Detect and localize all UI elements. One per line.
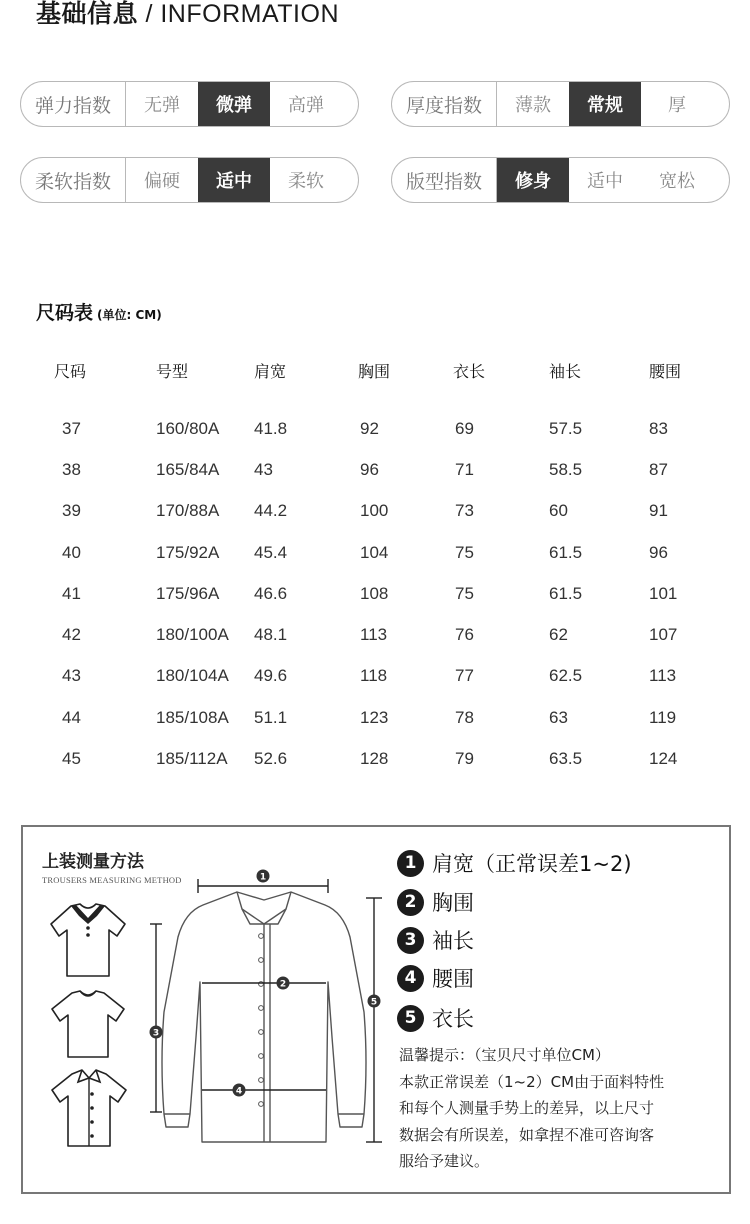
table-cell: 49.6 xyxy=(254,666,288,686)
index-label: 弹力指数 xyxy=(21,82,126,126)
measuring-title: 上装测量方法 xyxy=(42,852,144,872)
tip-line: 数据会有所误差，如拿捏不准可咨询客 xyxy=(399,1125,655,1144)
table-cell: 175/92A xyxy=(156,542,220,562)
index-option[interactable]: 柔软 xyxy=(288,171,324,192)
table-row xyxy=(36,697,729,738)
table-cell: 71 xyxy=(455,459,474,479)
tshirt-icon xyxy=(48,989,128,1061)
tips xyxy=(399,1042,699,1175)
table-cell: 113 xyxy=(649,666,677,686)
table-row xyxy=(36,532,729,573)
legend-length xyxy=(397,1003,474,1033)
table-cell: 48.1 xyxy=(254,625,288,645)
table-cell: 124 xyxy=(649,749,678,769)
table-cell: 119 xyxy=(649,707,677,727)
legend-shoulder xyxy=(397,848,632,878)
table-cell: 128 xyxy=(360,749,389,769)
table-cell: 96 xyxy=(360,459,379,479)
table-cell: 160/80A xyxy=(156,418,220,438)
table-cell: 170/88A xyxy=(156,501,220,521)
table-cell: 42 xyxy=(62,625,81,645)
index-option-selected[interactable]: 适中 xyxy=(198,158,270,202)
table-cell: 63.5 xyxy=(549,749,583,769)
table-cell: 185/112A xyxy=(156,749,228,769)
fit-index xyxy=(391,157,730,203)
table-cell: 175/96A xyxy=(156,583,220,603)
tip-line: 本款正常误差（1~2）CM由于面料特性 xyxy=(399,1072,665,1091)
marker-1-label: 1 xyxy=(259,872,267,883)
marker-3-label: 3 xyxy=(152,1028,160,1039)
table-cell: 104 xyxy=(360,542,389,562)
table-row xyxy=(36,449,729,490)
legend-number: 1 xyxy=(397,850,424,877)
legend-number: 4 xyxy=(397,965,424,992)
marker-4-label: 4 xyxy=(235,1086,243,1097)
tip-line: 和每个人测量手势上的差异，以上尺寸 xyxy=(399,1099,655,1117)
elasticity-index xyxy=(20,81,359,127)
table-cell: 180/100A xyxy=(156,625,229,645)
index-label: 柔软指数 xyxy=(21,158,126,202)
index-option[interactable]: 厚 xyxy=(668,95,686,116)
table-cell: 43 xyxy=(62,666,81,686)
column-header: 腰围 xyxy=(649,361,682,381)
table-cell: 58.5 xyxy=(549,459,583,479)
measuring-subtitle: TROUSERS MEASURING METHOD xyxy=(42,875,182,885)
legend-waist xyxy=(397,963,474,993)
tip-line: 温馨提示：（宝贝尺寸单位CM） xyxy=(399,1046,610,1064)
table-cell: 75 xyxy=(455,542,474,562)
table-cell: 83 xyxy=(649,418,668,438)
legend-text: 胸围 xyxy=(432,891,474,915)
marker-5-label: 5 xyxy=(370,997,378,1008)
index-label: 版型指数 xyxy=(392,158,497,202)
legend-chest xyxy=(397,887,474,917)
table-cell: 46.6 xyxy=(254,583,288,603)
table-cell: 45.4 xyxy=(254,542,288,562)
table-cell: 100 xyxy=(360,501,389,521)
table-cell: 39 xyxy=(62,501,81,521)
table-row xyxy=(36,738,729,779)
size-chart-title xyxy=(36,298,162,325)
table-cell: 96 xyxy=(649,542,668,562)
button-shirt-icon xyxy=(48,1068,130,1150)
page-title xyxy=(36,0,339,30)
table-cell: 113 xyxy=(360,625,388,645)
table-row xyxy=(36,491,729,532)
tip-line: 服给予建议。 xyxy=(399,1152,490,1170)
table-cell: 61.5 xyxy=(549,542,583,562)
title-en: INFORMATION xyxy=(160,0,339,28)
column-header: 尺码 xyxy=(54,361,87,381)
table-cell: 69 xyxy=(455,418,474,438)
table-row xyxy=(36,573,729,614)
table-cell: 62 xyxy=(549,625,568,645)
table-row xyxy=(36,656,729,697)
index-option[interactable]: 适中 xyxy=(587,171,623,192)
legend-text: 衣长 xyxy=(432,1007,474,1031)
title-cn: 基础信息 xyxy=(36,0,139,28)
table-cell: 73 xyxy=(455,501,474,521)
table-row xyxy=(36,614,729,655)
table-cell: 165/84A xyxy=(156,459,220,479)
table-cell: 78 xyxy=(455,707,474,727)
table-cell: 45 xyxy=(62,749,81,769)
index-option-selected[interactable]: 微弹 xyxy=(198,82,270,126)
size-chart-title-text: 尺码表 xyxy=(36,302,94,324)
legend-text: 袖长 xyxy=(432,929,474,953)
table-cell: 38 xyxy=(62,459,81,479)
table-cell: 108 xyxy=(360,583,389,603)
table-cell: 76 xyxy=(455,625,474,645)
table-cell: 44 xyxy=(62,707,81,727)
table-cell: 75 xyxy=(455,583,474,603)
index-label: 厚度指数 xyxy=(392,82,497,126)
legend-sleeve xyxy=(397,925,474,955)
table-cell: 63 xyxy=(549,707,568,727)
table-cell: 62.5 xyxy=(549,666,583,686)
legend-text: 肩宽（正常误差1~2) xyxy=(432,852,632,876)
table-cell: 180/104A xyxy=(156,666,229,686)
title-sep: / xyxy=(138,0,161,28)
column-header: 袖长 xyxy=(549,361,582,381)
table-cell: 79 xyxy=(455,749,474,769)
table-row xyxy=(36,408,729,449)
index-option[interactable]: 高弹 xyxy=(288,95,324,116)
table-cell: 91 xyxy=(649,501,668,521)
table-header-row xyxy=(36,350,729,390)
index-option-selected[interactable]: 常规 xyxy=(569,82,641,126)
table-cell: 185/108A xyxy=(156,707,229,727)
table-cell: 40 xyxy=(62,542,81,562)
table-cell: 92 xyxy=(360,418,379,438)
legend-text: 腰围 xyxy=(432,967,474,991)
table-cell: 60 xyxy=(549,501,568,521)
table-cell: 41.8 xyxy=(254,418,288,438)
legend-number: 3 xyxy=(397,927,424,954)
table-cell: 37 xyxy=(62,418,81,438)
size-chart-unit: (单位: CM) xyxy=(97,308,162,322)
table-cell: 44.2 xyxy=(254,501,288,521)
table-cell: 51.1 xyxy=(254,707,288,727)
column-header: 号型 xyxy=(156,361,189,381)
column-header: 衣长 xyxy=(453,361,486,381)
index-option[interactable]: 宽松 xyxy=(659,171,695,192)
index-option[interactable]: 无弹 xyxy=(144,95,180,116)
table-cell: 118 xyxy=(360,666,388,686)
column-header: 胸围 xyxy=(358,361,391,381)
table-cell: 61.5 xyxy=(549,583,583,603)
table-cell: 77 xyxy=(455,666,474,686)
polo-shirt-icon xyxy=(47,902,129,980)
size-table xyxy=(36,350,729,780)
index-option[interactable]: 薄款 xyxy=(515,95,551,116)
table-cell: 123 xyxy=(360,707,389,727)
table-cell: 52.6 xyxy=(254,749,288,769)
table-cell: 101 xyxy=(649,583,678,603)
table-cell: 87 xyxy=(649,459,668,479)
long-sleeve-shirt-diagram xyxy=(140,862,390,1152)
table-cell: 43 xyxy=(254,459,273,479)
legend-number: 5 xyxy=(397,1005,424,1032)
table-cell: 41 xyxy=(62,583,81,603)
column-header: 肩宽 xyxy=(254,361,287,381)
index-option-selected[interactable]: 修身 xyxy=(497,158,569,202)
table-cell: 57.5 xyxy=(549,418,583,438)
table-cell: 107 xyxy=(649,625,678,645)
thickness-index xyxy=(391,81,730,127)
softness-index xyxy=(20,157,359,203)
marker-2-label: 2 xyxy=(279,979,287,990)
legend-number: 2 xyxy=(397,889,424,916)
index-option[interactable]: 偏硬 xyxy=(144,171,180,192)
